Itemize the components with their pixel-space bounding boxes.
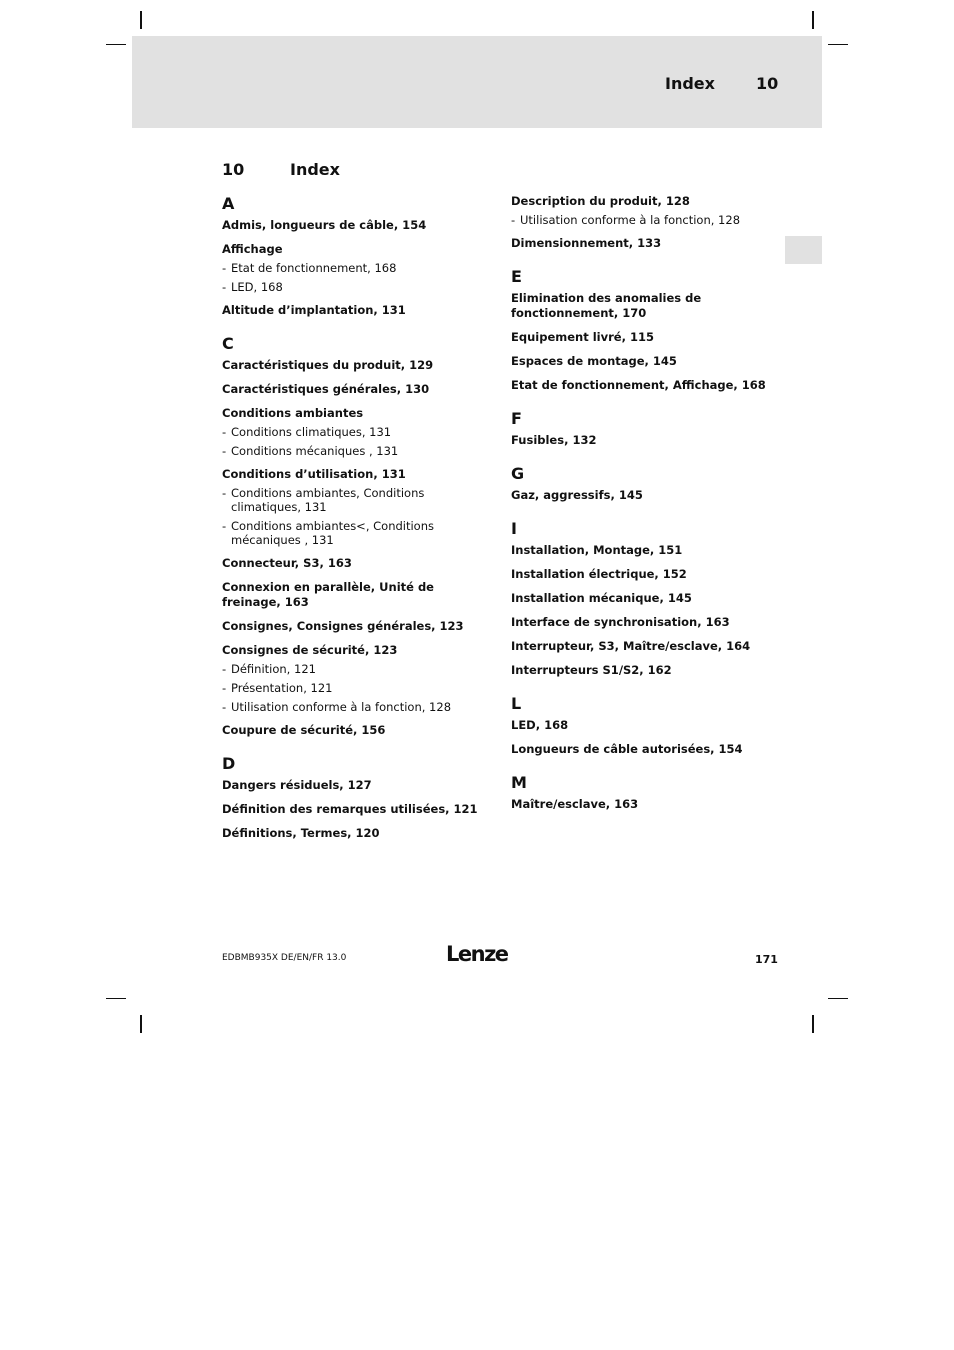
index-letter-heading: C (222, 334, 234, 353)
index-letter-heading: A (222, 194, 235, 213)
footer-doc-code: EDBMB935X DE/EN/FR 13.0 (222, 953, 347, 963)
index-entry: Consignes de sécurité, 123 (222, 643, 398, 657)
crop-mark (106, 998, 126, 999)
index-entry: Connecteur, S3, 163 (222, 556, 352, 570)
index-entry: Installation mécanique, 145 (511, 591, 692, 605)
index-subentry: - Définition, 121 (222, 662, 492, 676)
index-entry: Interrupteur, S3, Maître/esclave, 164 (511, 639, 751, 653)
lenze-logo: Lenze (446, 942, 508, 966)
index-entry: LED, 168 (511, 718, 569, 732)
index-entry: Espaces de montage, 145 (511, 354, 677, 368)
index-subentry: - Conditions climatiques, 131 (222, 425, 492, 439)
crop-mark (106, 44, 126, 45)
index-subentry: - LED, 168 (222, 280, 492, 294)
header-chapter-number: 10 (756, 74, 779, 93)
index-letter-group (511, 409, 781, 448)
crop-mark (812, 1015, 814, 1033)
index-entry: Interrupteurs S1/S2, 162 (511, 663, 672, 677)
crop-mark (828, 44, 848, 45)
index-entry: Définition des remarques utilisées, 121 (222, 802, 478, 816)
index-entry: Gaz, aggressifs, 145 (511, 488, 643, 502)
index-entry: Affichage (222, 242, 283, 256)
index-subentry: - Présentation, 121 (222, 681, 492, 695)
crop-mark (812, 11, 814, 29)
index-entry: Etat de fonctionnement, Affichage, 168 (511, 378, 766, 392)
index-entry: Dangers résiduels, 127 (222, 778, 372, 792)
index-entry: Consignes, Consignes générales, 123 (222, 619, 464, 633)
index-entry: Caractéristiques générales, 130 (222, 382, 430, 396)
index-entry: Dimensionnement, 133 (511, 236, 662, 250)
index-letter-group (222, 194, 492, 318)
index-entry: Elimination des anomalies de fonctionnement, 170 (511, 291, 702, 320)
index-column-left (222, 194, 492, 857)
crop-mark (140, 11, 142, 29)
index-letter-group (511, 194, 781, 251)
index-letter-group (511, 267, 781, 393)
index-letter-heading: D (222, 754, 236, 773)
index-entry: Longueurs de câble autorisées, 154 (511, 742, 743, 756)
index-letter-heading: G (511, 464, 525, 483)
index-entry: Description du produit, 128 (511, 194, 690, 208)
index-letter-heading: E (511, 267, 522, 286)
index-subentry: - Conditions ambiantes<, Conditions mécaniques , 131 (222, 519, 492, 547)
footer-page-number: 171 (755, 953, 778, 966)
index-subentry: - Etat de fonctionnement, 168 (222, 261, 492, 275)
index-letter-group (511, 694, 781, 757)
index-entry: Fusibles, 132 (511, 433, 597, 447)
index-subentry: - Conditions ambiantes, Conditions climatiques, 131 (222, 486, 492, 514)
index-letter-group (511, 519, 781, 678)
index-entry: Installation, Montage, 151 (511, 543, 683, 557)
index-letter-heading: L (511, 694, 522, 713)
index-column-right (511, 194, 781, 828)
index-subentry: - Utilisation conforme à la fonction, 128 (222, 700, 492, 714)
index-subentry: - Conditions mécaniques , 131 (222, 444, 492, 458)
index-entry: Altitude d’implantation, 131 (222, 303, 406, 317)
index-entry: Maître/esclave, 163 (511, 797, 639, 811)
index-entry: Connexion en parallèle, Unité de freinage, 163 (222, 580, 434, 609)
index-entry: Conditions d’utilisation, 131 (222, 467, 406, 481)
index-entry: Coupure de sécurité, 156 (222, 723, 386, 737)
crop-mark (828, 998, 848, 999)
index-letter-heading: F (511, 409, 522, 428)
index-letter-group (511, 773, 781, 812)
index-letter-group (222, 334, 492, 738)
section-number: 10 (222, 160, 245, 179)
index-letter-heading: M (511, 773, 527, 792)
index-subentry: - Utilisation conforme à la fonction, 128 (511, 213, 781, 227)
index-entry: Interface de synchronisation, 163 (511, 615, 730, 629)
index-letter-group (511, 464, 781, 503)
header-title: Index (665, 74, 715, 93)
index-entry: Installation électrique, 152 (511, 567, 687, 581)
header-band (132, 36, 822, 128)
index-letter-group (222, 754, 492, 841)
index-letter-heading: I (511, 519, 517, 538)
index-entry: Définitions, Termes, 120 (222, 826, 380, 840)
index-entry: Equipement livré, 115 (511, 330, 654, 344)
chapter-side-tab (785, 236, 822, 264)
index-entry: Conditions ambiantes (222, 406, 364, 420)
section-title: Index (290, 160, 340, 179)
crop-mark (140, 1015, 142, 1033)
index-entry: Caractéristiques du produit, 129 (222, 358, 434, 372)
index-entry: Admis, longueurs de câble, 154 (222, 218, 427, 232)
